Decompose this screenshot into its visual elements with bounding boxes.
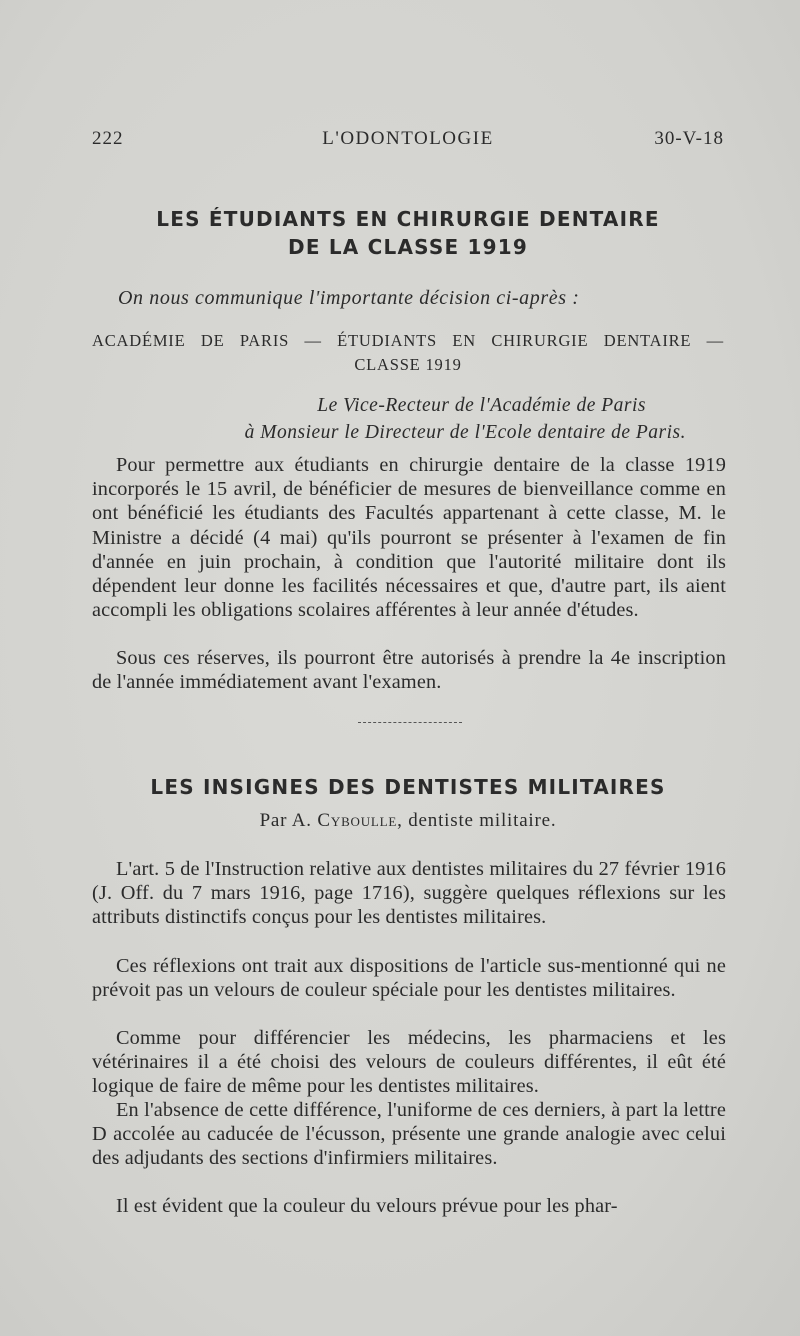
body-paragraph: Sous ces réserves, ils pourront être autorisés à prendre la 4e inscription de l'année immédiatement avant l'examen.: [92, 647, 726, 694]
running-header: [92, 128, 724, 156]
journal-title: L'ODONTOLOGIE: [322, 128, 494, 149]
article-intro: On nous communique l'importante décision ci-après :: [118, 287, 580, 309]
byline-suffix: , dentiste militaire.: [397, 810, 557, 831]
article-title-line-2: DE LA CLASSE 1919: [288, 235, 528, 259]
issue-date: 30-V-18: [654, 128, 724, 149]
letter-sender: Le Vice-Recteur de l'Académie de Paris: [317, 395, 646, 416]
page-number: 222: [92, 128, 124, 149]
body-paragraph: Ces réflexions ont trait aux dispositions de l'article sus-mentionné qui ne prévoit pas un velours de couleur spéciale pour les dentistes militaires.: [92, 955, 726, 1002]
article-title-line-1: LES ÉTUDIANTS EN CHIRURGIE DENTAIRE: [156, 207, 660, 231]
body-paragraph: Comme pour différencier les médecins, les pharmaciens et les vétérinaires il a été choisi des velours de couleurs différentes, il eût été logique de faire de même pour les dentistes militaires.: [92, 1027, 726, 1098]
byline-prefix: Par A.: [259, 810, 318, 831]
body-paragraph: En l'absence de cette différence, l'uniforme de ces derniers, à part la lettre D accolée au caducée de l'écusson, présente une grande analogie avec celui des adjudants des sections d'infirmiers militaires.: [92, 1099, 726, 1170]
body-paragraph: L'art. 5 de l'Instruction relative aux dentistes militaires du 27 février 1916 (J. Off. du 7 mars 1916, page 1716), suggère quelques réflexions sur les attributs distinctifs conçus pour les dentistes militaires.: [92, 858, 726, 929]
body-paragraph: Pour permettre aux étudiants en chirurgie dentaire de la classe 1919 incorporés le 15 avril, de bénéficier de mesures de bienveillance comme en ont bénéficié les étudiants des Facultés appartenant à cette classe, M. le Ministre a décidé (4 mai) qu'ils pourront se présenter à l'examen de fin d'année en juin prochain, à condition que l'autorité militaire dont ils dépendent leur donne les facilités nécessaires et que, d'autre part, ils aient accompli les obligations scolaires afférentes à leur année d'études.: [92, 454, 726, 622]
academy-heading-line-2: CLASSE 1919: [354, 355, 462, 374]
academy-heading-line-1: ACADÉMIE DE PARIS — ÉTUDIANTS EN CHIRURGIE DENTAIRE —: [92, 331, 724, 350]
byline: [92, 810, 724, 832]
article-title: LES INSIGNES DES DENTISTES MILITAIRES: [150, 775, 666, 799]
author-name: Cyboulle: [317, 810, 398, 831]
body-paragraph: Il est évident que la couleur du velours prévue pour les phar-: [116, 1195, 618, 1217]
section-divider: [358, 722, 462, 723]
letter-recipient: à Monsieur le Directeur de l'Ecole dentaire de Paris.: [244, 422, 686, 443]
